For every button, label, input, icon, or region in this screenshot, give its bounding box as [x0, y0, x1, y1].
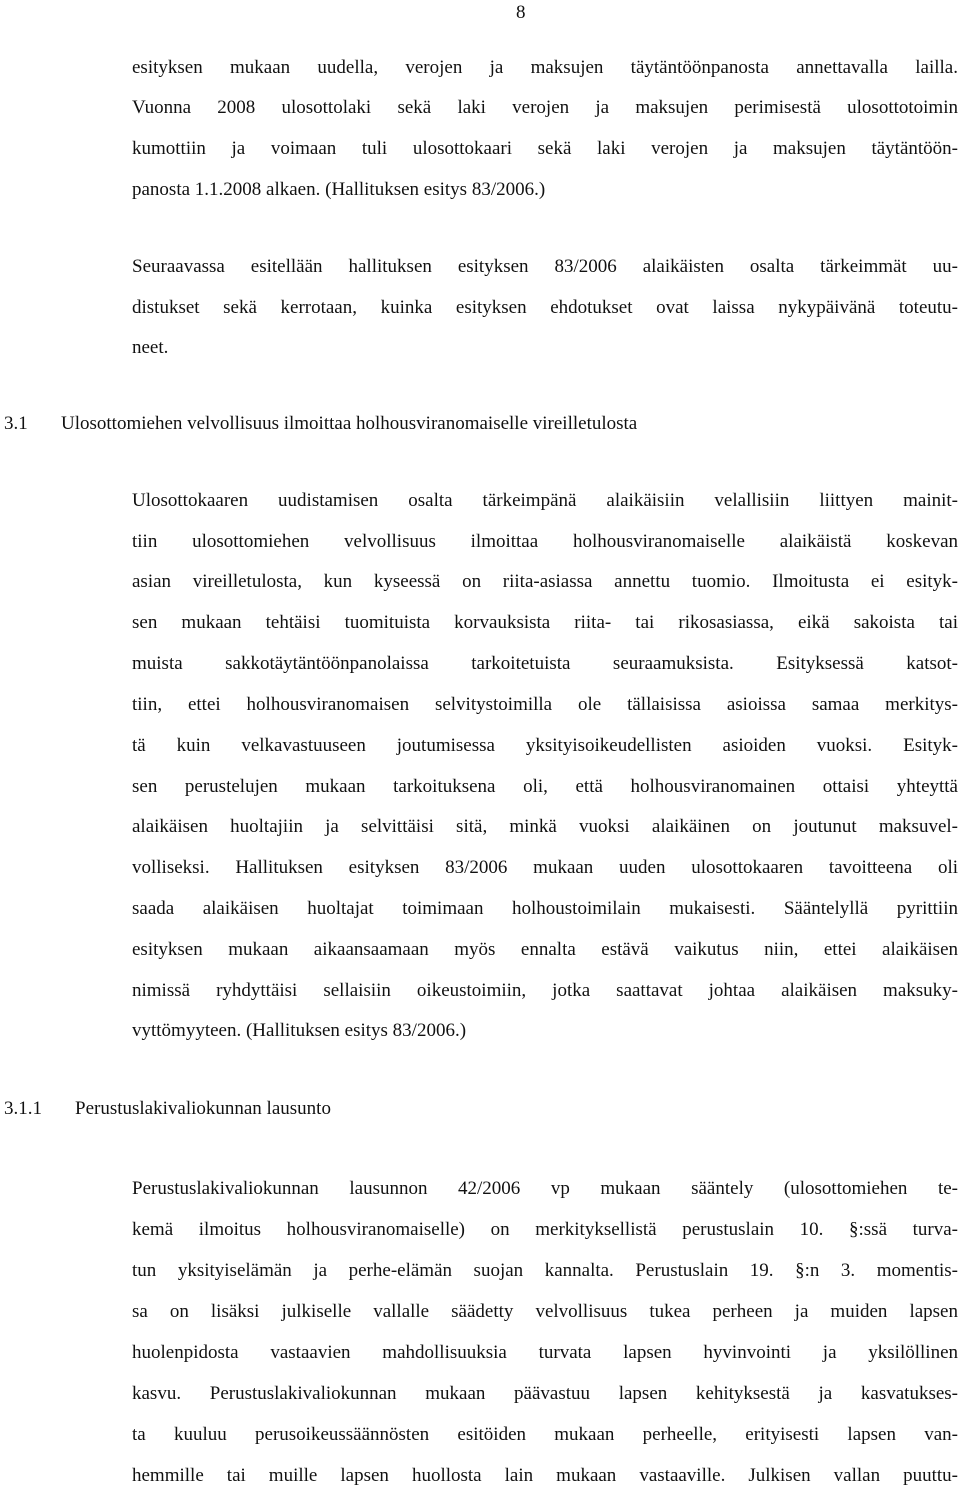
paragraph-line: sa on lisäksi julkiselle vallalle säädetty velvollisuus tukea perheen ja muiden lapsen: [132, 1301, 958, 1322]
paragraph-line: nimissä ryhdyttäisi sellaisiin oikeustoimiin, jotka saattavat johtaa alaikäisen maksuky-: [132, 980, 958, 1001]
section-title: Ulosottomiehen velvollisuus ilmoittaa holhousviranomaiselle vireilletulosta: [61, 413, 638, 434]
paragraph-line: tiin, ettei holhousviranomaisen selvitystoimilla ole tällaisissa asioissa samaa merkitys-: [132, 694, 958, 715]
paragraph-line: tiin ulosottomiehen velvollisuus ilmoittaa holhousviranomaiselle alaikäistä koskevan: [132, 531, 958, 552]
paragraph-line: neet.: [132, 337, 169, 358]
paragraph-line: sen perustelujen mukaan tarkoituksena oli, että holhousviranomainen ottaisi yhteyttä: [132, 776, 958, 797]
paragraph-line: esityksen mukaan aikaansaamaan myös ennalta estävä vaikutus niin, ettei alaikäisen: [132, 939, 958, 960]
paragraph-line: alaikäisen huoltajiin ja selvittäisi sitä, minkä vuoksi alaikäinen on joutunut maksuvel-: [132, 816, 958, 837]
paragraph-line: huolenpidosta vastaavien mahdollisuuksia turvata lapsen hyvinvointi ja yksilöllinen: [132, 1342, 958, 1363]
paragraph-line: Ulosottokaaren uudistamisen osalta tärkeimpänä alaikäisiin velallisiin liittyen mainit-: [132, 490, 958, 511]
paragraph-line: kumottiin ja voimaan tuli ulosottokaari sekä laki verojen ja maksujen täytäntöön-: [132, 138, 958, 159]
paragraph-line: kemä ilmoitus holhousviranomaiselle) on merkityksellistä perustuslain 10. §:ssä turva-: [132, 1219, 958, 1240]
paragraph-line: Vuonna 2008 ulosottolaki sekä laki verojen ja maksujen perimisestä ulosottotoimin: [132, 97, 958, 118]
paragraph-line: vyttömyyteen. (Hallituksen esitys 83/2006.): [132, 1020, 467, 1041]
section-number: 3.1.1: [4, 1098, 42, 1119]
paragraph-line: sen mukaan tehtäisi tuomituista korvauksista riita- tai rikosasiassa, eikä sakoista tai: [132, 612, 958, 633]
paragraph-line: asian vireilletulosta, kun kyseessä on riita-asiassa annettu tuomio. Ilmoitusta ei esityk-: [132, 571, 958, 592]
paragraph-line: muista sakkotäytäntöönpanolaissa tarkoitetuista seuraamuksista. Esityksessä katsot-: [132, 653, 958, 674]
paragraph-line: hemmille tai muille lapsen huollosta lain mukaan vastaaville. Julkisen vallan puuttu-: [132, 1465, 958, 1486]
paragraph-line: ta kuuluu perusoikeussäännösten esitöiden mukaan perheelle, erityisesti lapsen van-: [132, 1424, 958, 1445]
paragraph-line: tun yksityiselämän ja perhe-elämän suojan kannalta. Perustuslain 19. §:n 3. momentis-: [132, 1260, 958, 1281]
section-title: Perustuslakivaliokunnan lausunto: [75, 1098, 331, 1119]
paragraph-line: Seuraavassa esitellään hallituksen esityksen 83/2006 alaikäisten osalta tärkeimmät uu-: [132, 256, 958, 277]
paragraph-line: Perustuslakivaliokunnan lausunnon 42/2006 vp mukaan sääntely (ulosottomiehen te-: [132, 1178, 958, 1199]
paragraph-line: distukset sekä kerrotaan, kuinka esityksen ehdotukset ovat laissa nykypäivänä toteutu-: [132, 297, 958, 318]
paragraph-line: tä kuin velkavastuuseen joutumisessa yksityisoikeudellisten asioiden vuoksi. Esityk-: [132, 735, 958, 756]
paragraph-line: saada alaikäisen huoltajat toimimaan holhoustoimilain mukaisesti. Sääntelyllä pyrittiin: [132, 898, 958, 919]
paragraph-line: panosta 1.1.2008 alkaen. (Hallituksen esitys 83/2006.): [132, 179, 546, 200]
paragraph-line: esityksen mukaan uudella, verojen ja maksujen täytäntöönpanosta annettavalla lailla.: [132, 57, 958, 78]
paragraph-line: kasvu. Perustuslakivaliokunnan mukaan päävastuu lapsen kehityksestä ja kasvatukses-: [132, 1383, 958, 1404]
paragraph-line: volliseksi. Hallituksen esityksen 83/2006 mukaan uuden ulosottokaaren tavoitteena oli: [132, 857, 958, 878]
section-number: 3.1: [4, 413, 28, 434]
page-number: 8: [516, 2, 526, 23]
